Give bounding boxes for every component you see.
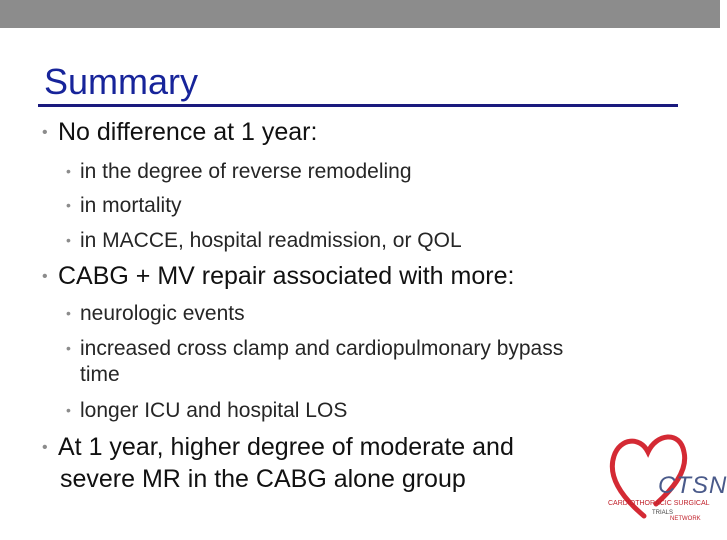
bullet-dot: •: [66, 197, 71, 213]
logo-subtitle: CARDIOTHORACIC SURGICAL: [608, 500, 710, 507]
logo-subtitle: TRIALS: [652, 510, 674, 516]
bullet-no-difference: [42, 117, 317, 148]
sub-bullet: [66, 227, 462, 254]
sub-bullet-text: in mortality: [80, 194, 182, 217]
title-underline: [38, 104, 678, 107]
sub-bullet: [66, 335, 563, 362]
sub-bullet: [66, 397, 347, 424]
sub-bullet-continuation: time: [80, 363, 120, 386]
bullet-text: No difference at 1 year:: [58, 118, 318, 146]
bullet-text: CABG + MV repair associated with more:: [58, 262, 515, 290]
bullet-dot: •: [42, 439, 48, 456]
bullet-continuation: severe MR in the CABG alone group: [60, 465, 466, 493]
logo-subtitle: NETWORK: [670, 516, 701, 522]
ctsn-logo: [604, 416, 727, 528]
sub-bullet-text: in the degree of reverse remodeling: [80, 160, 412, 183]
sub-bullet: [66, 158, 412, 185]
bullet-dot: •: [66, 402, 71, 418]
bullet-dot: •: [66, 163, 71, 179]
top-bar: [0, 0, 720, 28]
sub-bullet-text: increased cross clamp and cardiopulmonary bypass: [80, 337, 564, 360]
bullet-dot: •: [66, 305, 71, 321]
bullet-cabg-mv-repair: [42, 261, 514, 292]
sub-bullet: [66, 300, 245, 327]
logo-ctsn-text: CTSN: [658, 472, 727, 499]
bullet-dot: •: [66, 340, 71, 356]
bullet-dot: •: [42, 124, 48, 141]
sub-bullet-text: in MACCE, hospital readmission, or QOL: [80, 229, 462, 252]
sub-bullet-text: longer ICU and hospital LOS: [80, 399, 348, 422]
bullet-dot: •: [66, 232, 71, 248]
bullet-dot: •: [42, 268, 48, 285]
sub-bullet-text: neurologic events: [80, 302, 245, 325]
bullet-one-year-mr: [42, 432, 514, 463]
slide-title: Summary: [44, 61, 199, 102]
bullet-text: At 1 year, higher degree of moderate and: [58, 433, 514, 461]
sub-bullet: [66, 192, 182, 219]
